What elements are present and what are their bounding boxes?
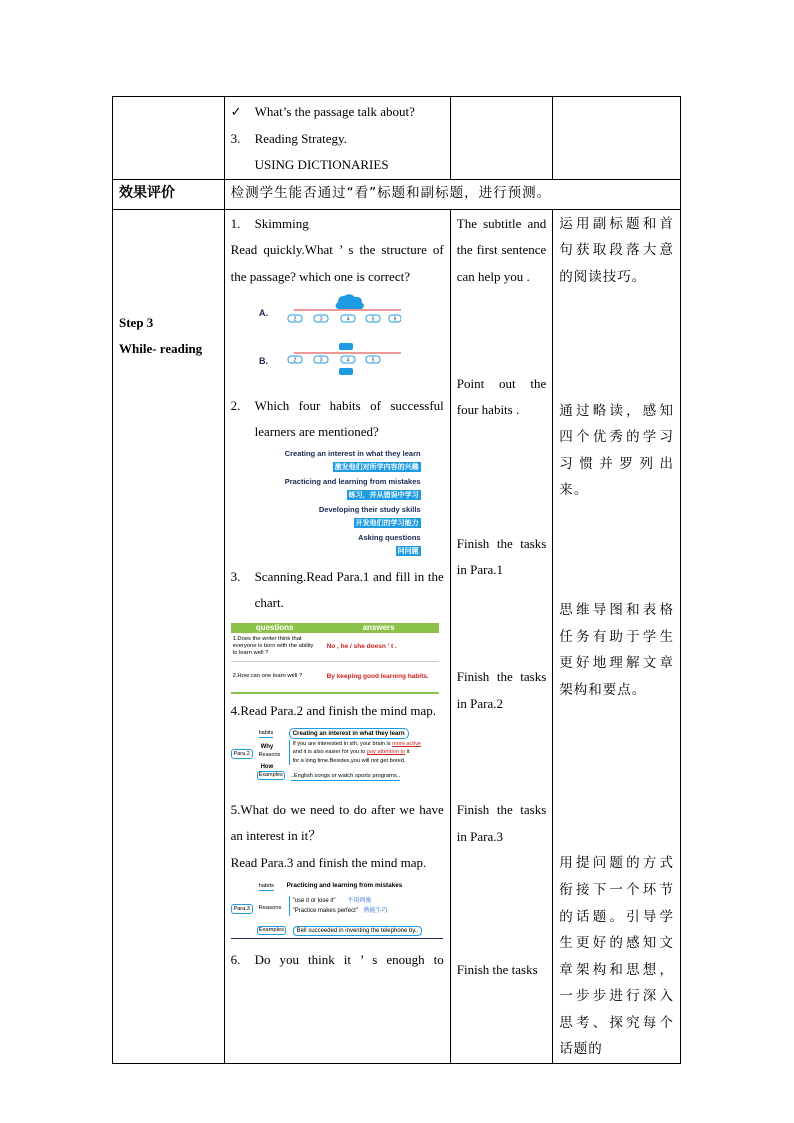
task-1-question: Read quickly.What ’ s the structure of the passage? which one is correct? [230, 242, 444, 284]
reason-fill-1: more active [392, 740, 422, 747]
chart-header-questions: questions [255, 622, 294, 632]
teacher-cell [450, 209, 553, 1063]
step-subtitle: While- reading [119, 341, 203, 357]
purpose-cell [553, 209, 681, 1063]
habit-2-zh: 练习，并从错误中学习 [348, 490, 419, 499]
teacher-note-3: Finish the tasks in Para.1 [456, 535, 547, 578]
map-examples: Examples [258, 771, 283, 778]
item-title: Reading Strategy. [254, 130, 347, 146]
task-title: Skimming [254, 215, 309, 231]
map-how: How [260, 763, 274, 770]
purpose-4: 用提问题的方式衔接下一个环节的话题。引导学生更好的感知文章架构和思想，一步步进行深入思考、探究每个话题的 [559, 855, 674, 1058]
evaluation-text-content: 检测学生能否通过“看”标题和副标题，进行预测。 [230, 184, 552, 201]
reason-1: "use it or lose it" [292, 898, 336, 905]
reason-line-3: for a long time.Besides,you will not get bored. [292, 757, 406, 764]
svg-text:3: 3 [319, 316, 322, 323]
task-3-question: Scanning.Read Para.1 and fill in the chart. [254, 568, 444, 611]
task-number: 1. [230, 215, 241, 231]
map-reasons-text [289, 740, 443, 766]
svg-text:5: 5 [371, 316, 374, 323]
empty-cell [113, 97, 225, 180]
purpose-1: 运用副标题和首句获取段落大意的阅读技巧。 [559, 215, 674, 285]
step-title: Step 3 [119, 314, 154, 330]
task-number: 6. [230, 952, 241, 968]
evaluation-label [113, 179, 225, 209]
cloud-icon [335, 294, 364, 309]
teacher-note-4: Finish the tasks in Para.2 [456, 668, 547, 711]
teacher-note-5: Finish the tasks in Para.3 [456, 802, 547, 844]
evaluation-row [113, 179, 681, 209]
item-subtitle: USING DICTIONARIES [254, 157, 389, 173]
option-a-label: A. [258, 307, 268, 318]
habit-3-zh: 开发他们的学习能力 [355, 518, 419, 527]
task-6-question: Do you think it ’ s enough to [254, 952, 444, 968]
purpose-2: 通过略读，感知四个优秀的学习习惯并罗列出来。 [559, 402, 674, 499]
reason-1-zh: 不用则废 [347, 897, 372, 905]
map-why: Why [260, 743, 274, 750]
task-4-question: 4.Read Para.2 and finish the mind map. [230, 702, 437, 718]
continuation-content [224, 97, 450, 180]
map-habits: habits [258, 729, 274, 736]
habit-1-zh: 激发他们对所学内容的兴趣 [334, 462, 419, 471]
option-b-boxes [288, 356, 380, 363]
structure-options-figure [231, 293, 401, 385]
map-reasons-list [289, 896, 388, 916]
map-root: Para.3 [231, 904, 253, 914]
evaluation-label-text: 效果评价 [119, 184, 175, 201]
svg-text:4: 4 [346, 316, 349, 323]
habit-3-en: Developing their study skills [318, 504, 421, 514]
map-reasons: Reasons [258, 905, 282, 912]
step-label-cell [113, 209, 225, 1063]
map-habits: habits [258, 883, 275, 890]
task-number: 3. [230, 568, 241, 584]
map-reasons: Reasons [258, 751, 281, 758]
task-3 [231, 564, 444, 694]
para2-mindmap [231, 727, 441, 787]
habit-2-en: Practicing and learning from mistakes [284, 476, 421, 486]
teacher-note-2: Point out the four habits . [456, 375, 547, 418]
task-5-instruction: Read Para.3 and finish the mind map. [230, 854, 427, 870]
teacher-note-1: The subtitle and the first sentence can help you . [456, 215, 547, 284]
chart-question-1: 1.Does the writer think that everyone is born with the ability to learn well ? [232, 636, 314, 657]
check-icon: ✓ [230, 104, 242, 119]
habits-figure [261, 448, 421, 556]
empty-cell [553, 97, 681, 180]
purpose-3: 思维导图和表格任务有助于学生更好地理解文章架构和要点。 [559, 601, 674, 698]
step3-row [113, 209, 681, 1063]
map-habit-text: Creating an interest in what they learn [289, 728, 409, 739]
teacher-note-6: Finish the tasks [456, 962, 538, 978]
tasks-cell [224, 209, 450, 1063]
option-b-label: B. [258, 355, 268, 366]
task-number: 2. [230, 397, 241, 413]
map-example-text: Bell succeeded in inventing the telephone by.. [293, 926, 423, 936]
map-root: Para.2 [231, 749, 253, 759]
task-5 [231, 797, 444, 940]
chart-header-answers: answers [362, 622, 395, 632]
evaluation-text [224, 179, 680, 209]
para1-chart [231, 623, 439, 694]
task-5-question: 5.What do we need to do after we have an interest in it？ [230, 801, 444, 844]
svg-text:2: 2 [293, 316, 296, 323]
map-example-text: ..English songs or watch sports programs.. [290, 772, 401, 779]
chart-answer-1: No , he / she doesn ' t . [326, 643, 397, 651]
task-4 [231, 698, 444, 787]
svg-text:3: 3 [319, 357, 322, 364]
item-number: 3. [230, 130, 241, 146]
map-habit-text: Practicing and learning from mistakes [286, 882, 403, 890]
task-6 [231, 947, 444, 974]
map-examples: Examples [258, 927, 285, 934]
continuation-row [113, 97, 681, 180]
svg-text:2: 2 [293, 357, 296, 364]
question-text: What’s the passage talk about? [254, 104, 415, 119]
svg-text:5: 5 [371, 357, 374, 364]
lesson-plan-table [112, 96, 681, 1064]
para3-mindmap [231, 880, 443, 939]
reason-line-2b: it [406, 749, 410, 756]
habit-4-en: Asking questions [358, 532, 421, 542]
reason-2: "Practice makes perfect" [292, 908, 358, 915]
task-2-question: Which four habits of successful learners are mentioned? [254, 397, 444, 440]
chart-answer-2: By keeping good learning habits. [326, 673, 429, 681]
reason-2-zh: 熟能生巧 [363, 907, 388, 915]
habit-4-zh: 问问题 [397, 546, 419, 555]
svg-text:4: 4 [346, 357, 349, 364]
reason-fill-2: pay attention to [366, 749, 406, 756]
reason-line-2: and it is also easier for you to [292, 749, 366, 756]
svg-text:6: 6 [393, 316, 396, 323]
chart-question-2: 2.How can one learn well ? [232, 673, 303, 680]
habit-1-en: Creating an interest in what they learn [284, 448, 421, 458]
empty-cell [450, 97, 553, 180]
option-a-boxes [288, 315, 401, 322]
task-1 [231, 211, 444, 385]
task-2 [231, 393, 444, 556]
reason-line-1: If you are interested in sth, your brain is [292, 740, 391, 747]
